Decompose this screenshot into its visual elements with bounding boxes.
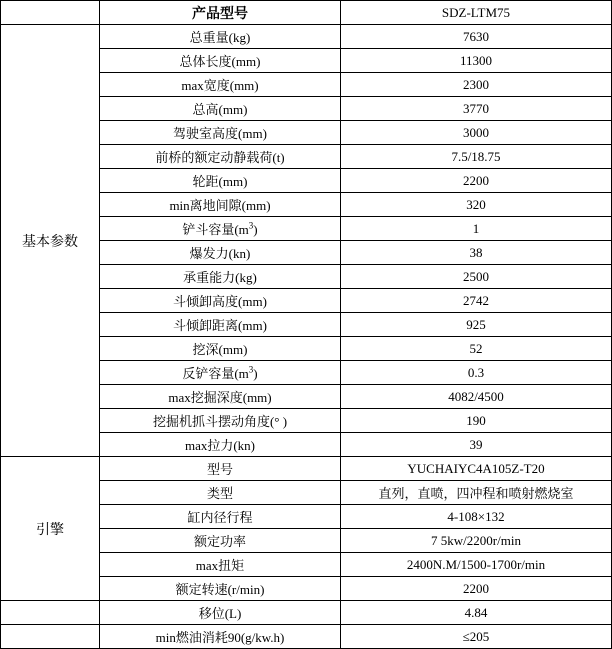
param-label-cell [100,457,341,481]
param-label-cell [100,313,341,337]
param-label: 移位(L) [198,606,242,621]
param-value-cell: 7.5/18.75 [341,145,612,169]
param-label-cell [100,481,341,505]
param-label-cell [100,265,341,289]
param-value-cell: 7 5kw/2200r/min [341,529,612,553]
param-label: 斗倾卸距离(mm) [173,318,267,333]
param-label-cell [100,529,341,553]
header-model-value: SDZ-LTM75 [341,1,612,25]
param-label: 前桥的额定动静载荷(t) [155,150,285,165]
param-label-cell [100,217,341,241]
param-label: 额定功率 [193,534,246,549]
category-cell [1,625,100,649]
param-value-cell: 925 [341,313,612,337]
param-value-cell: 2500 [341,265,612,289]
param-value-cell: 7630 [341,25,612,49]
param-label-cell [100,241,341,265]
header-row [1,1,612,25]
param-label-cell [100,601,341,625]
param-value-cell: 4082/4500 [341,385,612,409]
category-cell: 引擎 [1,457,100,601]
param-label: 额定转速(r/min) [175,582,265,597]
param-label-cell [100,577,341,601]
param-label: min离地间隙(mm) [169,198,271,213]
param-value-cell: 0.3 [341,361,612,385]
category-cell: 基本参数 [1,25,100,457]
param-value-cell: 4-108×132 [341,505,612,529]
param-label: 铲斗容量(m [182,222,249,237]
param-label-cell [100,49,341,73]
param-value-cell: 2200 [341,577,612,601]
param-value-cell: 直列，直喷，四冲程和喷射燃烧室 [341,481,612,505]
param-value-cell: 11300 [341,49,612,73]
param-value-cell: YUCHAIYC4A105Z-T20 [341,457,612,481]
param-label: min燃油消耗90(g/kw.h) [155,630,285,645]
param-label: 轮距(mm) [192,174,248,189]
param-value-cell: 2300 [341,73,612,97]
spec-table-body [1,1,612,649]
param-value-cell: 2200 [341,169,612,193]
param-label: 型号 [206,462,233,477]
param-label-cell [100,409,341,433]
param-label-cell [100,385,341,409]
header-blank-cell [1,1,100,25]
param-label-cell [100,73,341,97]
param-value-cell: 1 [341,217,612,241]
table-row [1,601,612,625]
param-label: 总体长度(mm) [179,54,261,69]
param-value-cell: ≤205 [341,625,612,649]
param-label: max拉力(kn) [184,438,256,453]
param-label-cell [100,433,341,457]
param-label-cell [100,625,341,649]
param-label: 爆发力(kn) [189,246,251,261]
superscript: 3 [248,364,254,375]
category-cell [1,601,100,625]
param-label-cell [100,193,341,217]
param-label: max挖掘深度(mm) [168,390,272,405]
param-label-cell [100,97,341,121]
param-label: max宽度(mm) [181,78,259,93]
param-value-cell: 3770 [341,97,612,121]
param-label: 总高(mm) [192,102,248,117]
param-label: 斗倾卸高度(mm) [173,294,267,309]
param-value-cell: 52 [341,337,612,361]
param-label: 挖掘机抓斗摆动角度(° ) [152,414,288,429]
param-label-tail: ) [253,222,258,237]
param-label-cell [100,553,341,577]
param-label-cell [100,169,341,193]
superscript: 3 [248,220,254,231]
table-row [1,625,612,649]
header-param-label: 产品型号 [100,1,341,25]
param-label: 总重量(kg) [189,30,251,45]
param-label-cell [100,121,341,145]
param-label: 挖深(mm) [192,342,248,357]
param-value-cell: 320 [341,193,612,217]
table-row [1,457,612,481]
param-label: 类型 [206,486,233,501]
param-label: 承重能力(kg) [183,270,257,285]
param-label-cell [100,505,341,529]
param-label-cell [100,361,341,385]
param-label-cell [100,289,341,313]
param-label-cell [100,145,341,169]
param-label: 驾驶室高度(mm) [173,126,267,141]
table-row [1,25,612,49]
param-value-cell: 3000 [341,121,612,145]
param-value-cell: 38 [341,241,612,265]
param-label-cell [100,25,341,49]
param-label-cell [100,337,341,361]
param-value-cell: 190 [341,409,612,433]
param-value-cell: 2400N.M/1500-1700r/min [341,553,612,577]
param-value-cell: 2742 [341,289,612,313]
param-label: 反铲容量(m [182,366,249,381]
param-value-cell: 39 [341,433,612,457]
param-label: max扭矩 [195,558,245,573]
param-label: 缸内径行程 [187,510,253,525]
param-label-tail: ) [253,366,258,381]
param-value-cell: 4.84 [341,601,612,625]
